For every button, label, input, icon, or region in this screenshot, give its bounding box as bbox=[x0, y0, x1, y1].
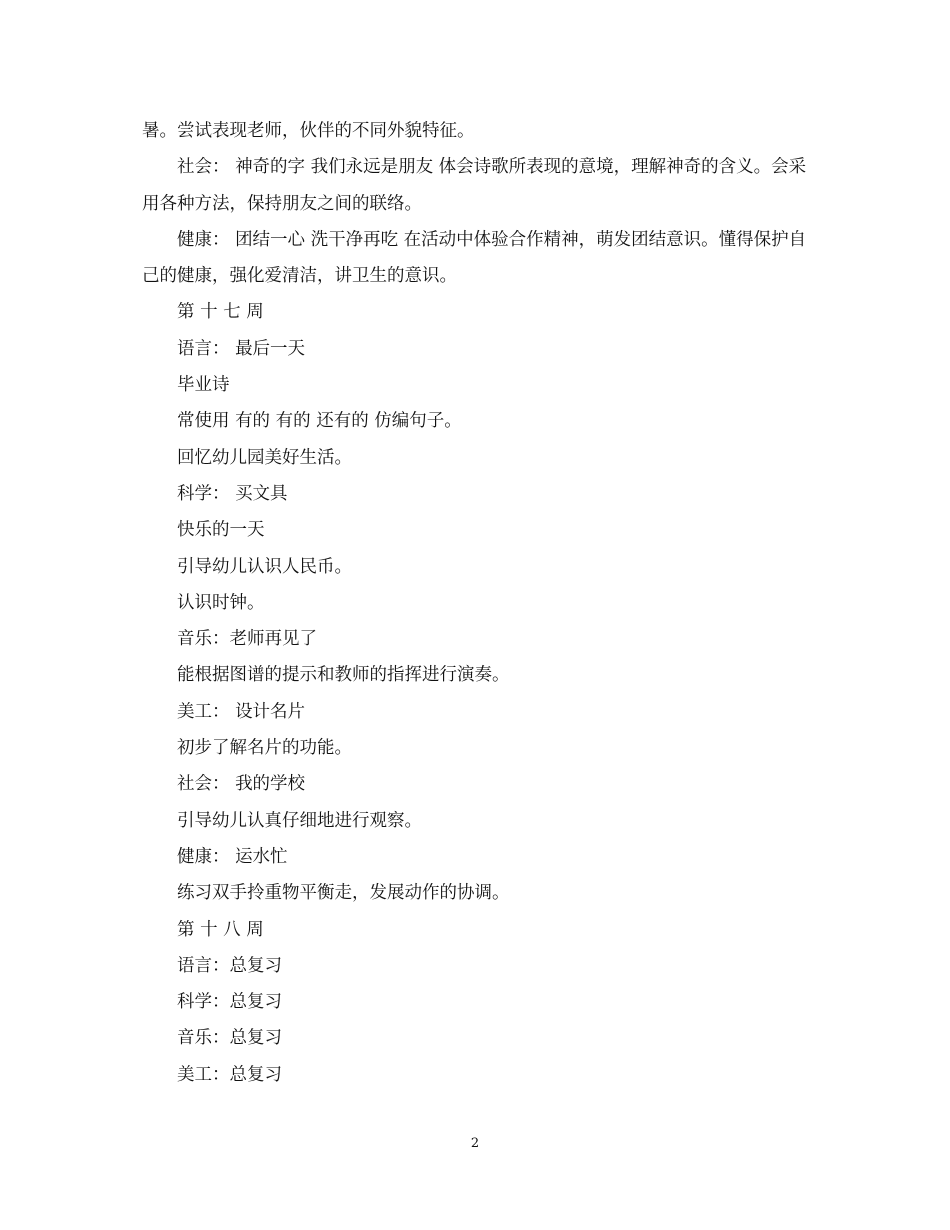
paragraph: 回忆幼儿园美好生活。 bbox=[177, 447, 352, 468]
paragraph: 能根据图谱的提示和教师的指挥进行演奏。 bbox=[177, 665, 510, 686]
document-body bbox=[142, 113, 812, 1093]
paragraph: 社会： 我的学校 bbox=[177, 774, 306, 795]
paragraph: 认识时钟。 bbox=[177, 592, 265, 613]
paragraph: 语言： 最后一天 bbox=[177, 338, 306, 359]
paragraph: 引导幼儿认识人民币。 bbox=[177, 556, 352, 577]
paragraph: 引导幼儿认真仔细地进行观察。 bbox=[177, 810, 422, 831]
paragraph: 健康： 团结一心 洗干净再吃 在活动中体验合作精神，萌发团结意识。懂得保护自己的健康，强化爱清洁，讲卫生的意识。 bbox=[142, 229, 807, 287]
paragraph: 初步了解名片的功能。 bbox=[177, 738, 352, 759]
paragraph: 科学： 买文具 bbox=[177, 483, 288, 504]
week-heading: 第 十 七 周 bbox=[177, 302, 264, 323]
paragraph: 音乐：老师再见了 bbox=[177, 629, 317, 650]
paragraph: 快乐的一天 bbox=[177, 520, 265, 541]
paragraph: 常使用 有的 有的 还有的 仿编句子。 bbox=[177, 411, 462, 432]
paragraph: 练习双手拎重物平衡走，发展动作的协调。 bbox=[177, 883, 510, 904]
week-heading: 第 十 八 周 bbox=[177, 919, 264, 940]
paragraph: 社会： 神奇的字 我们永远是朋友 体会诗歌所表现的意境，理解神奇的含义。会采用各种方法，保持朋友之间的联络。 bbox=[142, 157, 807, 214]
paragraph: 科学：总复习 bbox=[177, 992, 282, 1013]
paragraph: 暑。尝试表现老师，伙伴的不同外貌特征。 bbox=[142, 121, 475, 141]
paragraph: 毕业诗 bbox=[177, 375, 230, 396]
paragraph: 语言：总复习 bbox=[177, 955, 282, 976]
paragraph: 美工： 设计名片 bbox=[177, 701, 306, 722]
paragraph: 健康： 运水忙 bbox=[177, 846, 288, 867]
page-number: 2 bbox=[470, 1136, 480, 1151]
paragraph: 美工：总复习 bbox=[177, 1064, 282, 1085]
paragraph: 音乐：总复习 bbox=[177, 1028, 282, 1049]
